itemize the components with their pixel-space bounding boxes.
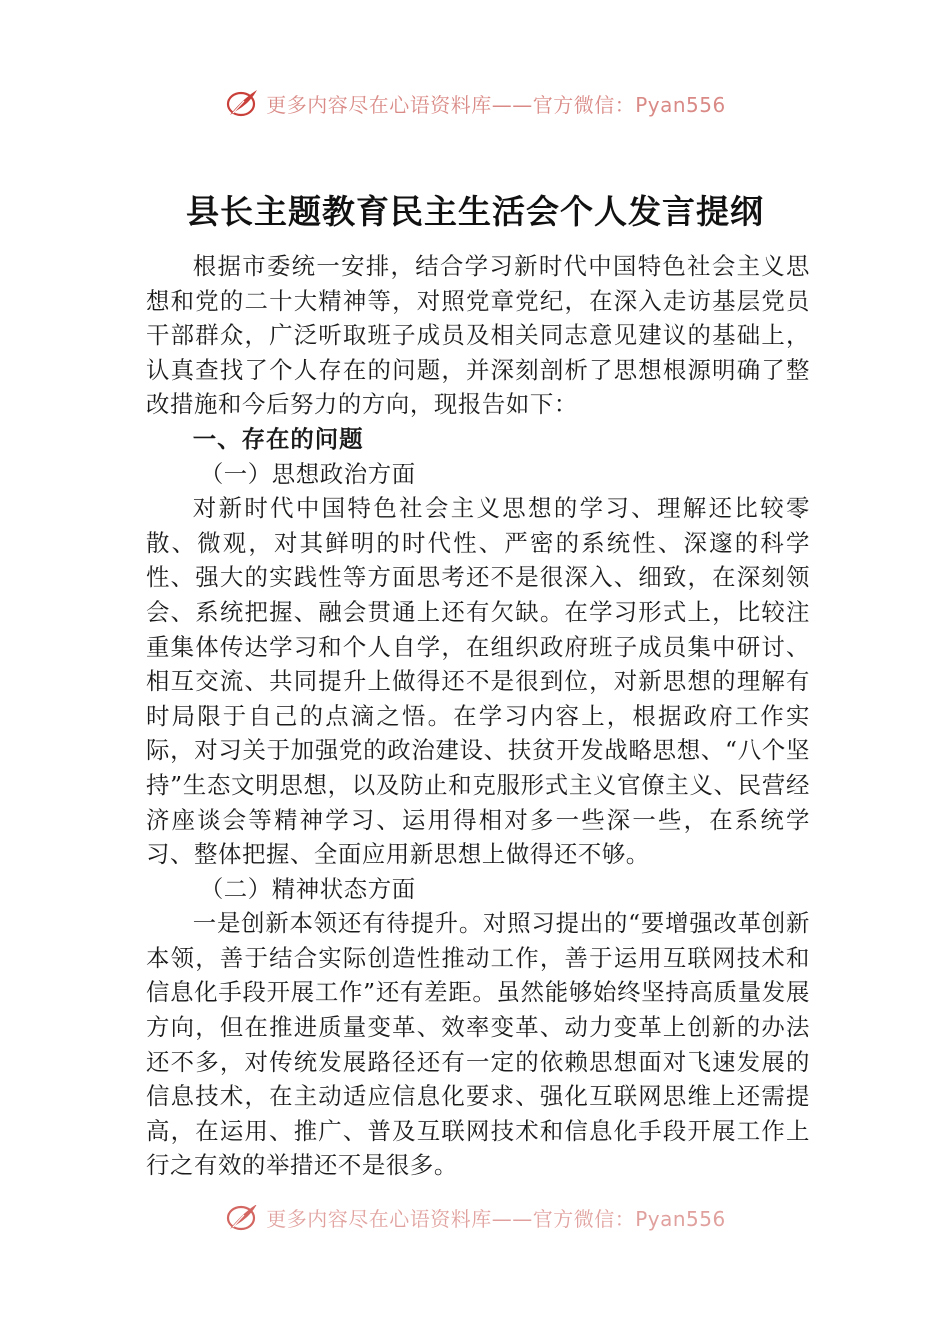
section-heading-problems: 一、存在的问题 (192, 424, 364, 453)
intro-paragraph: 根据市委统一安排，结合学习新时代中国特色社会主义思想和党的二十大精神等，对照党章党纪，在深入走访基层党员干部群众，广泛听取班子成员及相关同志意见建议的基础上，认真查找了个人存在的问题，并深刻剖析了思想根源明确了整改措施和今后努力的方向，现报告如下： (146, 252, 810, 419)
document-body (146, 249, 810, 1183)
feather-pen-logo-icon (224, 1205, 260, 1233)
feather-pen-logo-icon (224, 87, 260, 119)
ideology-paragraph: 对新时代中国特色社会主义思想的学习、理解还比较零散、微观，对其鲜明的时代性、严密的系统性、深邃的科学性、强大的实践性等方面思考还不是很深入、细致，在深刻领会、系统把握、融会贯通上还有欠缺。在学习形式上，比较注重集体传达学习和个人自学，在组织政府班子成员集中研讨、相互交流、共同提升上做得还不是很到位，对新思想的理解有时局限于自己的点滴之悟。在学习内容上，根据政府工作实际，对习关于加强党的政治建设、扶贫开发战略思想、“八个坚持”生态文明思想，以及防止和克服形式主义官僚主义、民营经济座谈会等精神学习、运用得相对多一些深一些，在系统学习、整体把握、全面应用新思想上做得还不够。 (146, 494, 810, 869)
watermark-header (0, 83, 950, 123)
subsection-heading-ideology: （一）思想政治方面 (199, 459, 416, 488)
subsection-heading-spirit: （二）精神状态方面 (199, 874, 416, 903)
document-title: 县长主题教育民主生活会个人发言提纲 (186, 192, 764, 231)
watermark-text: 更多内容尽在心语资料库——官方微信：Pyan556 (266, 92, 726, 117)
watermark-footer (0, 1205, 950, 1239)
spirit-paragraph: 一是创新本领还有待提升。对照习提出的“要增强改革创新本领，善于结合实际创造性推动工作，善于运用互联网技术和信息化手段开展工作”还有差距。虽然能够始终坚持高质量发展方向，但在推进质量变革、效率变革、动力变革上创新的办法还不多，对传统发展路径还有一定的依赖思想面对飞速发展的信息技术，在主动适应信息化要求、强化互联网思维上还需提高，在运用、推广、普及互联网技术和信息化手段开展工作上行之有效的举措还不是很多。 (146, 909, 810, 1180)
watermark-text: 更多内容尽在心语资料库——官方微信：Pyan556 (266, 1206, 726, 1231)
